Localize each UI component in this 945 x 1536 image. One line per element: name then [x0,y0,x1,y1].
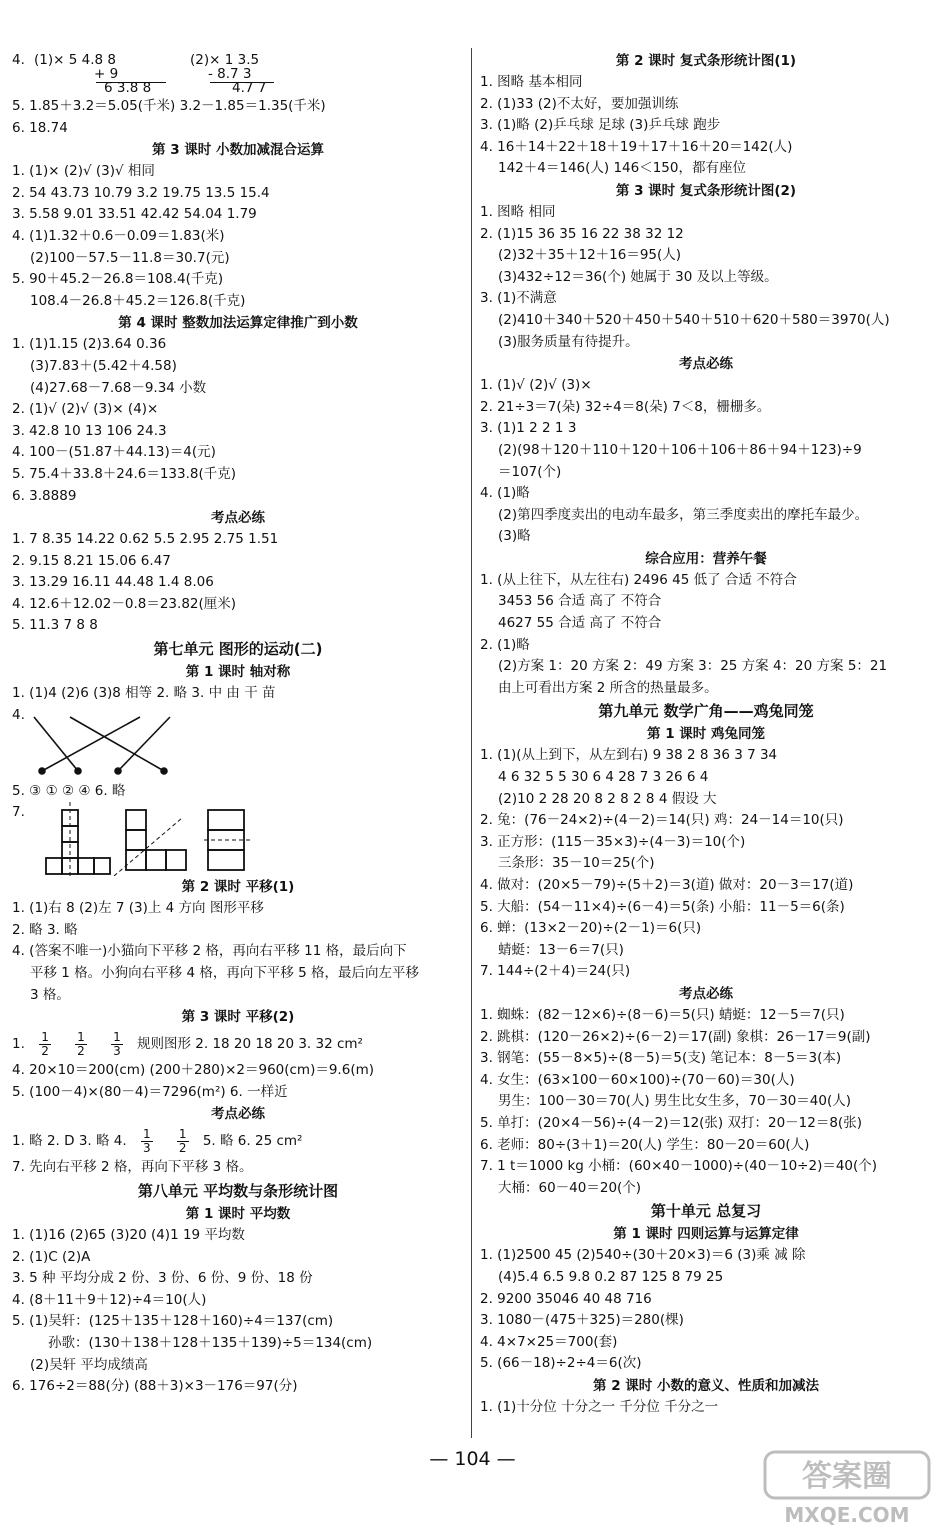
answer-line: 1. 图略 相同 [480,203,556,220]
answer-line: 男生：100－30＝70(人) 男生比女生多，70－30＝40(人) [498,1093,852,1110]
answer-line: 4. (1)略 [480,485,530,502]
svg-text:MXQE.COM: MXQE.COM [784,1503,910,1527]
answer-line: 4627 55 合适 高了 不符合 [498,615,662,632]
answer-line: 5. (100－4)×(80－4)＝7296(m²) 6. 一样近 [12,1083,288,1100]
column-divider [471,48,472,1438]
answer-line: 由上可看出方案 2 所含的热量最多。 [498,679,718,696]
answer-line: 4. 4×7×25＝700(套) [480,1333,618,1350]
watermark-logo [763,1448,931,1528]
answer-label: 4. [12,706,25,723]
answer-line: ＝107(个) [498,463,562,480]
answer-line: (2)吴轩 平均成绩高 [30,1356,148,1373]
answer-line: 4. 16＋14＋22＋18＋19＋17＋16＋20＝142(人) [480,138,793,155]
answer-label: 4. [12,52,25,68]
answer-line: 5. (66－18)÷2÷4＝6(次) [480,1355,642,1372]
answer-line: 1. (1)× (2)√ (3)√ 相同 [12,163,155,180]
answer-line: 7. 144÷(2＋4)＝24(只) [480,963,631,980]
answer-line: (2)第四季度卖出的电动车最多，第三季度卖出的摩托车最少。 [498,506,869,523]
lesson-heading: 第 1 课时 轴对称 [185,664,291,681]
section-heading: 综合应用：营养午餐 [645,550,767,567]
answer-line: 1. (1)4 (2)6 (3)8 相等 2. 略 3. 中 由 干 苗 [12,685,276,702]
answer-line: 1. (1)2500 45 (2)540÷(30＋20×3)＝6 (3)乘 减 除 [480,1247,806,1264]
answer-line: (3)服务质量有待提升。 [498,333,639,350]
answer-line: (2)方案 1：20 方案 2：49 方案 3：25 方案 4：20 方案 5：21 [498,658,888,675]
lesson-heading: 第 1 课时 鸡兔同笼 [647,726,765,743]
fraction: $\frac{1}{2}$ [178,1126,187,1155]
answer-line: 孙歌：(130＋138＋128＋135＋139)÷5＝134(cm) [48,1334,373,1351]
lesson-heading: 第 3 课时 复式条形统计图(2) [615,182,797,199]
answer-line: 3. 13.29 16.11 44.48 1.4 8.06 [12,574,214,591]
answer-line: (4)27.68－7.68－9.34 小数 [30,379,207,396]
answer-line: 5. 11.3 7 8 8 [12,617,98,634]
section-heading: 考点必练 [679,356,733,373]
answer-line: 2. 9200 35046 40 48 716 [480,1290,652,1307]
answer-line: 3. 正方形：(115－35×3)÷(4－3)＝10(个) [480,833,746,850]
answer-line: 1. (1)16 (2)65 (3)20 (4)1 19 平均数 [12,1227,245,1243]
unit-heading: 第九单元 数学广角——鸡兔同笼 [598,702,814,721]
fraction: $\frac{1}{2}$ [41,1029,49,1058]
answer-line: 3. (1)1 2 2 1 3 [480,420,577,437]
answer-line: 3. (1)不满意 [480,290,557,307]
answer-line: 4. (8＋11＋9＋12)÷4＝10(人) [12,1291,207,1308]
calc-a-result: 6 3.8 8 [104,80,152,96]
answer-line: 6. 蝉：(13×2－20)÷(2－1)＝6(只) [480,920,702,937]
answer-line: 4. 20×10＝200(cm) (200＋280)×2＝960(cm)＝9.6(m) [12,1062,375,1079]
answer-line: 6. 18.74 [12,119,68,136]
answer-line: (3)7.83＋(5.42＋4.58) [30,357,177,374]
answer-line: 3. 42.8 10 13 106 24.3 [12,422,167,439]
answer-line: 3. 5.58 9.01 33.51 42.42 54.04 1.79 [12,206,257,223]
answer-line: 1. 7 8.35 14.22 0.62 5.5 2.95 2.75 1.51 [12,531,279,548]
answer-line: 2. 跳棋：(120－26×2)÷(6－2)＝17(副) 象棋：26－17＝9(副) [480,1028,871,1045]
answer-line: 1. (1)十分位 十分之一 千分位 千分之一 [480,1398,719,1415]
answer-line: 5. 单打：(20×4－56)÷(4－2)＝12(张) 双打：20－12＝8(张) [480,1114,862,1131]
answer-line: 3. 5 种 平均分成 2 份、3 份、6 份、9 份、18 份 [12,1270,313,1287]
answer-label: 7. [12,804,25,821]
fraction: $\frac{1}{3}$ [142,1126,151,1155]
right-column [480,50,932,1418]
answer-line: 4. 12.6＋12.02－0.8＝23.82(厘米) [12,595,237,612]
symmetry-figure [12,802,464,876]
lesson-heading: 第 3 课时 平移(2) [181,1009,295,1026]
fraction: $\frac{1}{2}$ [77,1029,85,1058]
unit-heading: 第七单元 图形的运动(二) [153,640,323,659]
calc-b-result: 4.7 7 [232,80,267,96]
left-column [12,50,464,1398]
answer-line: 5. 75.4＋33.8＋24.6＝133.8(千克) [12,465,237,482]
answer-line: 1. (从上往下，从左往右) 2496 45 低了 合适 不符合 [480,571,797,588]
answer-line: 1. (1)√ (2)√ (3)× [480,377,592,394]
section-heading: 考点必练 [211,1106,265,1123]
section-heading: 考点必练 [679,985,733,1002]
answer-line: 1. 图略 基本相同 [480,74,583,90]
vertical-calculation [12,50,464,96]
answer-line: 大桶：60－40＝20(个) [498,1179,642,1196]
answer-line: (3)432÷12＝36(个) 她属于 30 及以上等级。 [498,268,778,285]
answer-line: 4. 女生：(63×100－60×100)÷(70－60)＝30(人) [480,1071,795,1088]
matching-lines-figure [12,705,212,781]
answer-line-fractions: 1. $\frac{1}{2}$ $\frac{1}{2}$ $\frac{1}{3}$ 规则图形 2. 18 20 18 20 3. 32 cm² [12,1029,363,1058]
answer-line: 3. 1080－(475＋325)＝280(棵) [480,1312,684,1329]
answer-line-fractions: 1. 略 2. D 3. 略 4. $\frac{1}{3}$ $\frac{1}{2}$ 5. 略 6. 25 cm² [12,1126,303,1155]
answer-line: 3453 56 合适 高了 不符合 [498,593,662,610]
answer-line: 142＋4＝146(人) 146＜150，都有座位 [498,160,746,177]
calc-a-head: (1)× 5 4.8 8 [34,52,116,68]
answer-line: 5. 大船：(54－11×4)÷(6－4)＝5(条) 小船：11－5＝6(条) [480,898,845,915]
lesson-heading: 第 4 课时 整数加法运算定律推广到小数 [118,315,358,332]
answer-line: 2. (1)√ (2)√ (3)× (4)× [12,401,159,418]
answer-line: (2)100－57.5－11.8＝30.7(元) [30,249,230,266]
answer-line: 2. 略 3. 略 [12,921,78,938]
grid-shapes-figure [12,802,272,876]
answer-line: (3)略 [498,528,531,545]
answer-line: 5. 90＋45.2－26.8＝108.4(千克) [12,271,224,288]
lesson-heading: 第 2 课时 平移(1) [181,879,295,896]
answer-line: 5. (1)吴轩：(125＋135＋128＋160)÷4＝137(cm) [12,1313,334,1330]
answer-line: (2)32＋35＋12＋16＝95(人) [498,247,682,264]
calc-b-mid: - 8.7 3 [208,66,252,82]
lesson-heading: 第 1 课时 四则运算与运算定律 [613,1226,799,1243]
answer-line: 三条形：35－10＝25(个) [498,855,655,872]
answer-line: 7. 1 t＝1000 kg 小桶：(60×40－1000)÷(40－10÷2)＝40(个) [480,1158,878,1175]
answer-line: 2. (1)15 36 35 16 22 38 32 12 [480,225,684,242]
fraction: $\frac{1}{3}$ [113,1029,121,1058]
answer-line: 2. (1)C (2)A [12,1248,91,1265]
answer-line: 5. ③ ① ② ④ 6. 略 [12,782,126,799]
answer-line: 1. 蜘蛛：(82－12×6)÷(8－6)＝5(只) 蜻蜓：12－5＝7(只) [480,1006,845,1023]
answer-line: 平移 1 格。小狗向右平移 4 格，再向下平移 5 格，最后向左平移 [30,965,420,982]
answer-line: 6. 老师：80÷(3＋1)＝20(人) 学生：80－20＝60(人) [480,1136,810,1153]
answer-line: 108.4－26.8＋45.2＝126.8(千克) [30,292,246,309]
answer-line: 1. (1)(从上到下，从左到右) 9 38 2 8 36 3 7 34 [480,747,778,764]
answer-line: 6. 3.8889 [12,487,77,504]
calc-b-head: (2)× 1 3.5 [190,52,260,68]
answer-line: 4. 100－(51.87＋44.13)＝4(元) [12,444,216,461]
calc-a-mid: + 9 [94,66,119,82]
lesson-heading: 第 1 课时 平均数 [185,1206,291,1222]
answer-line: 3 格。 [30,986,70,1003]
answer-line: (2)410＋340＋520＋450＋540＋510＋620＋580＝3970(人) [498,311,890,328]
answer-line: 1. (1)1.15 (2)3.64 0.36 [12,336,167,353]
section-heading: 考点必练 [211,510,265,527]
answer-line: (4)5.4 6.5 9.8 0.2 87 125 8 79 25 [498,1268,724,1285]
answer-line: 6. 176÷2＝88(分) (88＋3)×3－176＝97(分) [12,1378,298,1395]
answer-line: 7. 先向右平移 2 格，再向下平移 3 格。 [12,1159,253,1176]
answer-line: 3. (1)略 (2)乒乓球 足球 (3)乒乓球 跑步 [480,117,721,134]
answer-line: 4. (答案不唯一)小猫向下平移 2 格，再向右平移 11 格，最后向下 [12,943,407,960]
unit-heading: 第八单元 平均数与条形统计图 [137,1182,339,1200]
answer-line: 2. 54 43.73 10.79 3.2 19.75 13.5 15.4 [12,184,270,201]
answer-line: 3. 钢笔：(55－8×5)÷(8－5)＝5(支) 笔记本：8－5＝3(本) [480,1050,842,1067]
lesson-heading: 第 2 课时 复式条形统计图(1) [615,53,797,69]
answer-line: 4. (1)1.32＋0.6－0.09＝1.83(米) [12,227,225,244]
answer-line: 2. 9.15 8.21 15.06 6.47 [12,552,171,569]
answer-line: 2. 兔：(76－24×2)÷(4－2)＝14(只) 鸡：24－14＝10(只) [480,812,844,829]
lesson-heading: 第 2 课时 小数的意义、性质和加减法 [593,1377,819,1394]
answer-line: 4 6 32 5 5 30 6 4 28 7 3 26 6 4 [498,769,709,786]
unit-heading: 第十单元 总复习 [650,1202,762,1221]
lesson-heading: 第 3 课时 小数加减混合运算 [152,142,324,159]
page-number: — 104 — [429,1448,516,1470]
svg-text:答案圈: 答案圈 [802,1459,892,1494]
answer-line: 2. (1)33 (2)不太好，要加强训练 [480,95,679,112]
answer-line: 1. (1)右 8 (2)左 7 (3)上 4 方向 图形平移 [12,900,264,917]
answer-line: (2)(98＋120＋110＋120＋106＋106＋86＋94＋123)÷9 [498,441,862,458]
answer-line: 2. (1)略 [480,636,530,653]
answer-line: 蜻蜓：13－6＝7(只) [498,941,624,958]
matching-figure [12,705,464,781]
answer-line: 2. 21÷3＝7(朵) 32÷4＝8(朵) 7＜8，栅栅多。 [480,398,771,415]
answer-line: (2)10 2 28 20 8 2 8 2 8 4 假设 大 [498,790,717,807]
answer-line: 5. 1.85＋3.2＝5.05(千米) 3.2－1.85＝1.35(千米) [12,98,326,114]
answer-line: 4. 做对：(20×5－79)÷(5＋2)＝3(道) 做对：20－3＝17(道) [480,877,854,893]
